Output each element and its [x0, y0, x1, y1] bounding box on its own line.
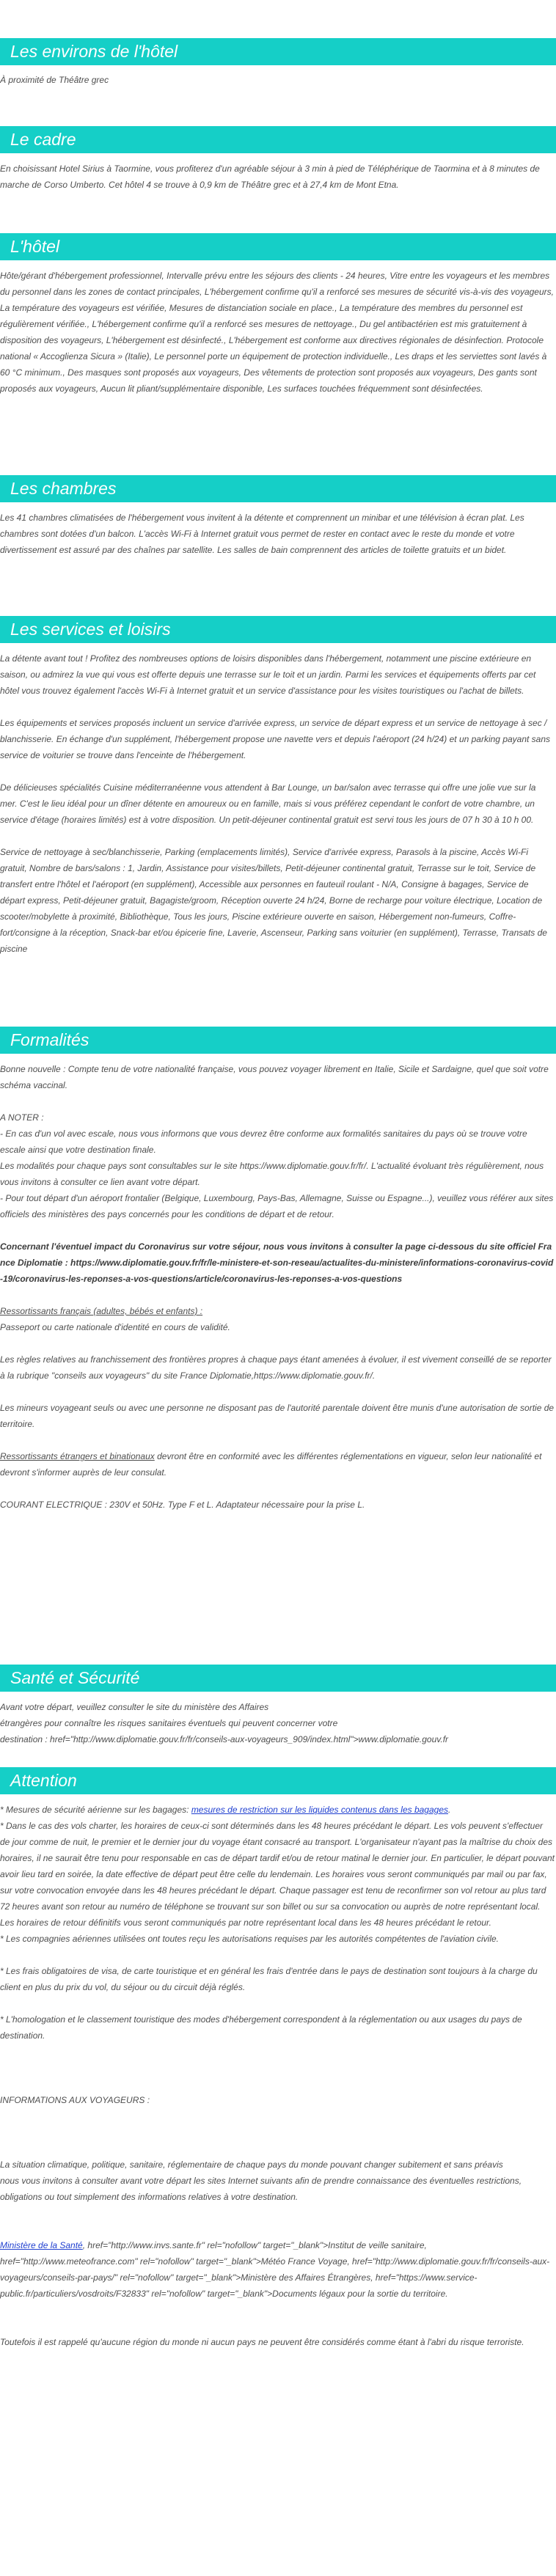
hotel-text: Hôte/gérant d'hébergement professionnel, Intervalle prévu entre les séjours des clients - 24 heures, Vitre entre les voyageurs et les membres du personnel dans les zones de contact principales, L'hébergement confirme qu'il a renforcé ses mesures de sécurité vis-à-vis des voyageurs, La température des voyageurs est vérifiée, Mesures de distanciation sociale en place., La température des membres du personnel est régulièrement vérifiée., L'hébergement confirme qu'il a renforcé ses mesures de nettoyage., Du gel antibactérien est mis gratuitement à disposition des voyageurs, L'hébergement est désinfecté., L'hébergement est conforme aux directives régionales de désinfection. Protocole national « Accoglienza Sicura » (Italie), Le personnel porte un équipement de protection individuelle., Les draps et les serviettes sont lavés à 60 °C minimum., Des masques sont proposés aux voyageurs, Des vêtements de protection sont proposés aux voyageurs, Des gants sont proposés aux voyageurs, Aucun lit pliant/supplémentaire disponible, Les surfaces touchées fréquemment sont désinfectées. — [0, 271, 554, 394]
attention-compagnies: * Les compagnies aériennes utilisées ont toutes reçu les autorisations requises par les autorités compétentes de l'aviation civile. — [0, 1934, 499, 1944]
formalites-coronavirus: Concernant l'éventuel impact du Coronavirus sur votre séjour, nous vous invitons à consulter la page ci-dessous du site officiel France Diplomatie : https://www.diplomatie.gouv.fr/fr/le-ministere-et-son-reseau/actualites-du-ministere/informations-coronavirus-covid-19/coronavirus-les-reponses-a-vos-questions/article/coronavirus-les-reponses-a-vos-questions — [0, 1241, 554, 1284]
formalites-p1: Bonne nouvelle : Compte tenu de votre nationalité française, vous pouvez voyager librement en Italie, Sicile et Sardaigne, quel que soit votre schéma vaccinal. — [0, 1064, 549, 1090]
section-title-cadre: Le cadre — [0, 126, 556, 153]
liquides-restriction-link[interactable]: mesures de restriction sur les liquides contenus dans les bagages — [191, 1805, 449, 1815]
formalites-regles: Les règles relatives au franchissement des frontières propres à chaque pays étant amenées à évoluer, il est vivement conseillé de se reporter à la rubrique "conseils aux voyageurs" du site France Diplomatie,https://www.diplomatie.gouv.fr/. — [0, 1354, 552, 1381]
environs-text: À proximité de Théâtre grec — [0, 75, 109, 85]
attention-bagages-end: . — [448, 1805, 451, 1815]
services-p4: Service de nettoyage à sec/blanchisserie, Parking (emplacements limités), Service d'arrivée express, Parasols à la piscine, Accès Wi-Fi gratuit, Nombre de bars/salons : 1, Jardin, Assistance pour visites/billets, Petit-déjeuner continental gratuit, Terrasse sur le toit, Service de transfert entre l'hôtel et l'aéroport (en supplément), Accessible aux personnes en fauteuil roulant - N/A, Consigne à bagages, Service de départ express, Petit-déjeuner gratuit, Bagagiste/groom, Réception ouverte 24 h/24, Borne de recharge pour voiture électrique, Location de scooter/mobylette à proximité, Bibliothèque, Tous les jours, Piscine extérieure ouverte en saison, Hébergement non-fumeurs, Coffre-fort/consigne à la réception, Snack-bar et/ou épicerie fine, Laverie, Ascenseur, Parking sans voiturier (en supplément), Terrasse, Transats de piscine — [0, 847, 547, 954]
section-title-attention: Attention — [0, 1767, 556, 1794]
attention-terrorisme: Toutefois il est rappelé qu'aucune région du monde ni aucun pays ne peuvent être considérés comme étant à l'abri du risque terroriste. — [0, 2337, 524, 2347]
attention-info-1: La situation climatique, politique, sanitaire, réglementaire de chaque pays du monde pouvant changer subitement et sans préavis — [0, 2159, 503, 2170]
section-cadre — [0, 126, 556, 193]
services-p3: De délicieuses spécialités Cuisine méditerranéenne vous attendent à Bar Lounge, un bar/salon avec terrasse qui offre une jolie vue sur la mer. C'est le lieu idéal pour un dîner détente en amoureux ou en famille, mais si vous préférez cependant le confort de votre chambre, un service d'étage (horaires limités) est à votre disposition. Un petit-déjeuner continental gratuit est servi tous les jours de 07 h 30 à 10 h 00. — [0, 782, 536, 825]
attention-bagages-label: * Mesures de sécurité aérienne sur les bagages: — [0, 1805, 191, 1815]
section-environs — [0, 38, 556, 88]
formalites-mineurs: Les mineurs voyageant seuls ou avec une personne ne disposant pas de l'autorité parentale doivent être munis d'une autorisation de sortie de territoire. — [0, 1403, 555, 1429]
attention-links-text: , href="http://www.invs.sante.fr" rel="nofollow" target="_blank">Institut de veille sanitaire, href="http://www.meteofrance.com" rel="nofollow" target="_blank">Météo France Voyage, href="http://www.diplomatie.gouv.fr/fr/conseils-aux-voyageurs/conseils-par-pays/" rel="nofollow" target="_blank">Ministère des Affaires Étrangères, href="https://www.service-public.fr/particuliers/vosdroits/F32833" rel="nofollow" target="_blank">Documents légaux pour la sortie du territoire. — [0, 2240, 550, 2299]
chambres-text: Les 41 chambres climatisées de l'hébergement vous invitent à la détente et comprennent un minibar et une télévision à écran plat. Les chambres sont dotées d'un balcon. L'accès Wi-Fi à Internet gratuit vous permet de rester en contact avec le reste du monde et votre divertissement est assuré par des chaînes par satellite. Les salles de bain comprennent des articles de toilette gratuits et un bidet. — [0, 513, 524, 555]
ministere-sante-link[interactable]: Ministère de la Santé — [0, 2240, 83, 2250]
services-p1: La détente avant tout ! Profitez des nombreuses options de loisirs disponibles dans l'hébergement, notamment une piscine extérieure en saison, ou admirez la vue qui vous est offerte depuis une terrasse sur le toit et un jardin. Parmi les services et équipements offerts par cet hôtel vous trouvez également l'accès Wi-Fi à Internet gratuit et un service d'assistance pour les visites touristiques ou l'achat de billets. — [0, 653, 536, 696]
sante-line-1: Avant votre départ, veuillez consulter le site du ministère des Affaires — [0, 1702, 269, 1712]
formalites-note-escale: - En cas d'un vol avec escale, nous vous informons que vous devrez être conforme aux formalités sanitaires du pays où se trouve votre escale ainsi que votre destination finale. — [0, 1129, 527, 1155]
attention-links — [0, 2237, 555, 2302]
attention-bagages — [0, 1802, 555, 1818]
sante-line-3: destination : href="http://www.diplomatie.gouv.fr/fr/conseils-aux-voyageurs_909/index.html">www.diplomatie.gouv.fr — [0, 1734, 449, 1744]
section-title-hotel: L'hôtel — [0, 233, 556, 260]
section-formalites — [0, 1027, 556, 1513]
section-title-formalites: Formalités — [0, 1027, 556, 1054]
section-attention — [0, 1767, 556, 2350]
attention-info-2: nous vous invitons à consulter avant votre départ les sites Internet suivants afin de prendre connaissance des éventuelles restrictions, obligations ou tout simplement des informations relatives à votre destination. — [0, 2176, 522, 2202]
section-sante — [0, 1665, 556, 1747]
section-title-chambres: Les chambres — [0, 475, 556, 502]
formalites-note-title: A NOTER : — [0, 1112, 44, 1123]
sante-line-2: étrangères pour connaître les risques sanitaires éventuels qui peuvent concerner votre — [0, 1718, 338, 1728]
formalites-note-modalites: Les modalités pour chaque pays sont consultables sur le site https://www.diplomatie.gouv.fr/fr/. L'actualité évoluant très régulièrement, nous vous invitons à consulter ce lien avant votre départ. — [0, 1161, 544, 1187]
formalites-etrangers-text: devront être en conformité avec les différentes réglementations en vigueur, selon leur nationalité et devront s'informer auprès de leur consulat. — [0, 1451, 542, 1478]
section-title-services: Les services et loisirs — [0, 616, 556, 643]
formalites-courant: COURANT ELECTRIQUE : 230V et 50Hz. Type F et L. Adaptateur nécessaire pour la prise L. — [0, 1500, 365, 1510]
formalites-francais-doc: Passeport ou carte nationale d'identité en cours de validité. — [0, 1322, 230, 1332]
section-title-sante: Santé et Sécurité — [0, 1665, 556, 1692]
attention-info-title: INFORMATIONS AUX VOYAGEURS : — [0, 2095, 150, 2105]
formalites-etrangers-label: Ressortissants étrangers et binationaux — [0, 1451, 155, 1461]
formalites-francais-label: Ressortissants français (adultes, bébés et enfants) : — [0, 1306, 203, 1316]
cadre-text: En choisissant Hotel Sirius à Taormine, vous profiterez d'un agréable séjour à 3 min à pied de Téléphérique de Taormina et à 8 minutes de marche de Corso Umberto. Cet hôtel 4 se trouve à 0,9 km de Théâtre grec et à 27,4 km de Mont Etna. — [0, 164, 540, 190]
section-title-environs: Les environs de l'hôtel — [0, 38, 556, 65]
section-services — [0, 616, 556, 957]
attention-frais: * Les frais obligatoires de visa, de carte touristique et en général les frais d'entrée dans le pays de destination sont toujours à la charge du client en plus du prix du vol, du séjour ou du circuit déjà réglés. — [0, 1966, 538, 1992]
section-chambres — [0, 475, 556, 558]
formalites-note-frontalier: - Pour tout départ d'un aéroport frontalier (Belgique, Luxembourg, Pays-Bas, Allemagne, Suisse ou Espagne...), veuillez vous référer aux sites officiels des ministères des pays concernés pour les conditions de départ et de retour. — [0, 1193, 554, 1219]
services-p2: Les équipements et services proposés incluent un service d'arrivée express, un service de départ express et un service de nettoyage à sec / blanchisserie. En échange d'un supplément, l'hébergement propose une navette vers et depuis l'aéroport (24 h/24) et un parking payant sans service de voiturier se trouve dans l'enceinte de l'hébergement. — [0, 718, 551, 760]
attention-homologation: * L'homologation et le classement touristique des modes d'hébergement correspondent à la réglementation ou aux usages du pays de destination. — [0, 2014, 522, 2041]
attention-charter: * Dans le cas des vols charter, les horaires de ceux-ci sont déterminés dans les 48 heures précédant le départ. Les vols peuvent s'effectuer de jour comme de nuit, le premier et le dernier jour du voyage étant consacré au transport. L'organisateur n'ayant pas la maîtrise du choix des horaires, il ne saurait être tenu pour responsable en cas de départ tardif et/ou de retour matinal le dernier jour. En particulier, le départ pouvant avoir lieu tard en soirée, la date effective de départ peut être celle du lendemain. Les horaires vous seront communiqués par mail ou par fax, sur votre convocation envoyée dans les 48 heures précédant le départ. Chaque passager est tenu de reconfirmer son vol retour au plus tard 72 heures avant son retour au numéro de téléphone se trouvant sur son billet ou sur sa convocation ou auprès de notre représentant local. Les horaires de retour définitifs vous seront communiqués par notre représentant local dans les 48 heures précédant le retour. — [0, 1821, 555, 1928]
section-hotel — [0, 233, 556, 397]
